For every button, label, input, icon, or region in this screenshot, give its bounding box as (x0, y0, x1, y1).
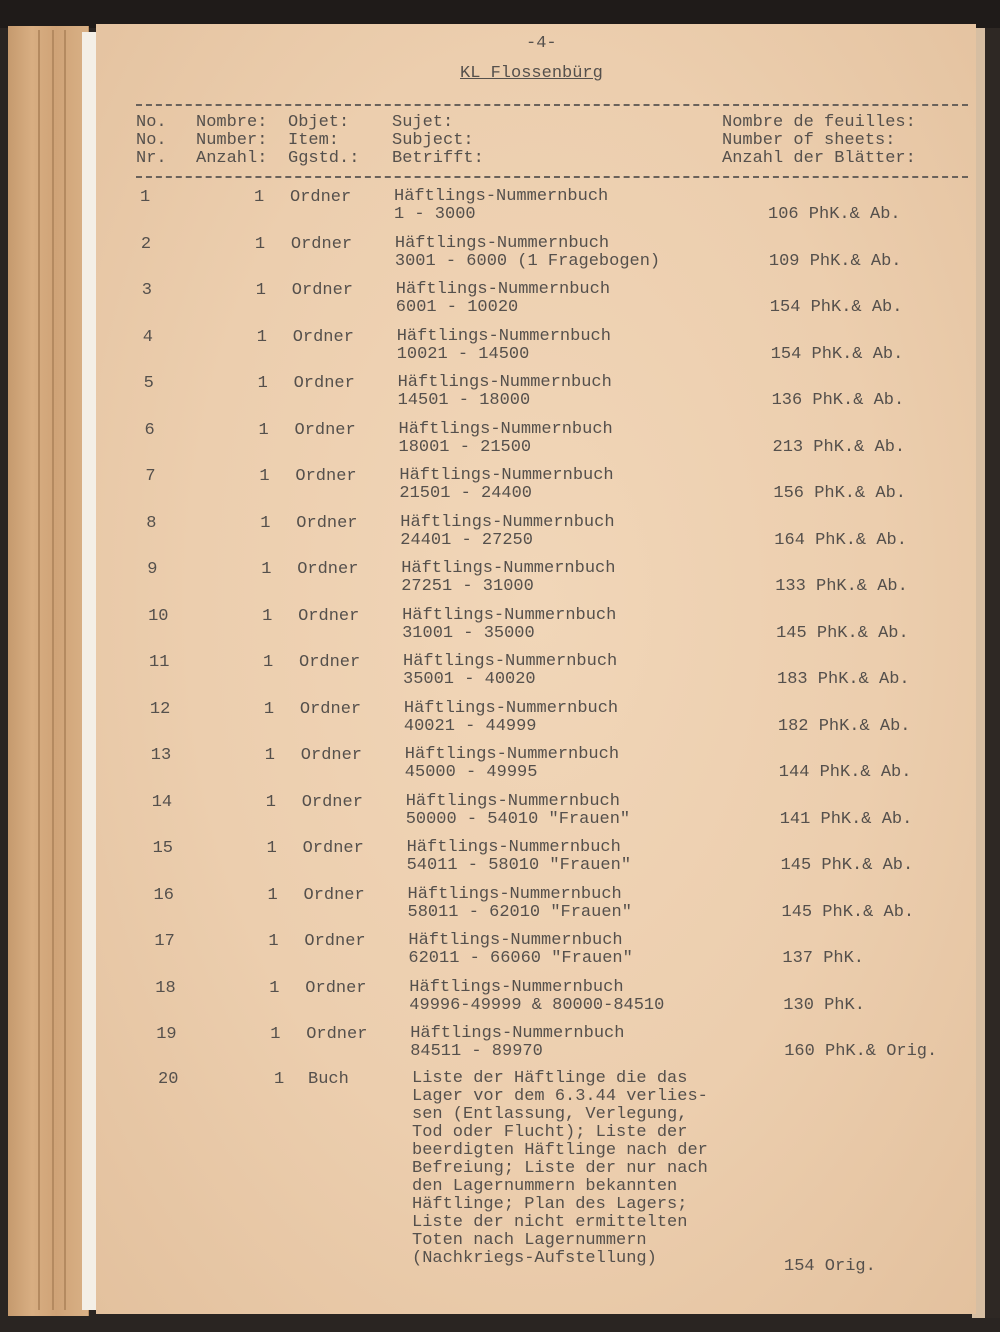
row-item: Buch (308, 1070, 349, 1089)
table-row (96, 560, 976, 606)
row-sheets: 154 PhK.& Ab. (769, 298, 903, 317)
row-sheets: 106 PhK.& Ab. (768, 205, 901, 224)
row-quantity: 1 (255, 281, 266, 300)
row-subject: Häftlings-Nummernbuch 40021 - 44999 (403, 698, 619, 736)
row-quantity: 1 (269, 978, 280, 998)
row-subject: Häftlings-Nummernbuch 14501 - 18000 (397, 373, 612, 410)
row-sheets: 183 PhK.& Ab. (777, 670, 910, 689)
row-quantity: 1 (261, 560, 272, 579)
row-subject: Häftlings-Nummernbuch 84511 - 89970 (410, 1024, 625, 1061)
scan-background-right (985, 28, 1000, 1318)
header-sheets: Nombre de feuilles: Number of sheets: Anzahl der Blätter: (722, 113, 916, 168)
row-number: 4 (142, 327, 153, 347)
table-row (96, 374, 976, 420)
row-subject: Häftlings-Nummernbuch 49996-49999 & 80000-84510 (409, 977, 665, 1015)
row-number: 10 (148, 606, 169, 626)
row-sheets: 160 PhK.& Orig. (784, 1042, 938, 1061)
table-row (96, 1069, 976, 1276)
row-subject: Häftlings-Nummernbuch 45000 - 49995 (404, 745, 620, 782)
row-item: Ordner (297, 560, 359, 579)
row-sheets: 164 PhK.& Ab. (774, 530, 907, 550)
row-quantity: 1 (264, 746, 275, 765)
row-sheets: 130 PhK. (783, 995, 865, 1015)
row-item: Ordner (296, 513, 358, 533)
row-sheets: 154 Orig. (784, 1257, 876, 1276)
page-edge-line (64, 30, 66, 1310)
row-sheets: 213 PhK.& Ab. (772, 437, 906, 457)
header-count: Nombre: Number: Anzahl: (196, 113, 268, 168)
row-item: Ordner (300, 746, 363, 765)
row-sheets: 144 PhK.& Ab. (778, 763, 912, 782)
row-number: 8 (146, 513, 157, 533)
row-quantity: 1 (267, 885, 278, 905)
row-number: 20 (158, 1070, 179, 1089)
row-item: Ordner (298, 606, 360, 626)
header-rule-top (136, 104, 968, 106)
row-quantity: 1 (274, 1070, 285, 1089)
row-quantity: 1 (268, 932, 279, 951)
row-subject: Häftlings-Nummernbuch 24401 - 27250 (400, 512, 615, 550)
row-number: 5 (143, 374, 154, 393)
row-quantity: 1 (256, 327, 267, 347)
row-number: 1 (140, 188, 151, 207)
table-row (96, 700, 976, 746)
page-number: -4- (526, 34, 557, 53)
header-subject: Sujet: Subject: Betrifft: (392, 113, 484, 168)
row-subject: Häftlings-Nummernbuch 54011 - 58010 "Frauen" (406, 838, 632, 875)
row-number: 6 (144, 420, 155, 440)
table-row (96, 188, 976, 234)
row-quantity: 1 (263, 699, 275, 719)
row-number: 9 (147, 560, 158, 579)
table-row (96, 979, 976, 1025)
row-sheets: 141 PhK.& Ab. (779, 809, 913, 829)
row-item: Ordner (302, 839, 364, 858)
row-number: 14 (151, 792, 173, 812)
table-row (96, 932, 976, 978)
page-edge-line (38, 30, 40, 1310)
row-sheets: 145 PhK.& Ab. (776, 623, 909, 643)
row-quantity: 1 (254, 188, 265, 207)
row-sheets: 154 PhK.& Ab. (770, 344, 904, 364)
page-edge-line (52, 30, 54, 1310)
row-item: Ordner (301, 792, 363, 812)
row-item: Ordner (299, 653, 361, 672)
row-subject: Häftlings-Nummernbuch 50000 - 54010 "Frauen" (405, 791, 631, 829)
row-number: 19 (156, 1025, 177, 1044)
row-number: 7 (145, 467, 156, 486)
row-subject: Häftlings-Nummernbuch 27251 - 31000 (401, 559, 616, 596)
row-item: Ordner (303, 885, 365, 905)
row-sheets: 109 PhK.& Ab. (768, 251, 902, 271)
page-title: KL Flossenbürg (460, 64, 603, 83)
row-number: 15 (152, 839, 173, 858)
table-row (96, 746, 976, 792)
row-item: Ordner (305, 978, 367, 998)
row-sheets: 133 PhK.& Ab. (775, 577, 908, 596)
document-page (96, 24, 976, 1314)
row-sheets: 156 PhK.& Ab. (773, 484, 907, 503)
row-subject: Liste der Häftlinge die das Lager vor dem 6.3.44 verlies- sen (Entlassung, Verlegung, Tod oder Flucht); Liste der beerdigten Häftlinge nach der Befreiung; Liste der nur nach den Lagernummern bekannten Häftlinge; Plan des Lagers; Liste der nicht ermittelten Toten nach Lagernummern (Nachkriegs-Aufstellung) (412, 1069, 708, 1268)
row-item: Ordner (299, 699, 362, 719)
row-quantity: 1 (260, 513, 271, 533)
row-item: Ordner (291, 281, 354, 300)
table-row (96, 514, 976, 560)
row-sheets: 145 PhK.& Ab. (781, 902, 915, 922)
row-subject: Häftlings-Nummernbuch 6001 - 10020 (395, 280, 611, 317)
row-number: 17 (154, 932, 175, 951)
row-quantity: 1 (258, 420, 269, 440)
table-row (96, 328, 976, 374)
table-row (96, 235, 976, 281)
row-quantity: 1 (270, 1025, 281, 1044)
row-item: Ordner (295, 467, 357, 486)
row-subject: Häftlings-Nummernbuch 18001 - 21500 (398, 419, 613, 457)
table-row (96, 793, 976, 839)
row-item: Ordner (290, 188, 352, 207)
header-no: No. No. Nr. (136, 113, 167, 168)
row-subject: Häftlings-Nummernbuch 58011 - 62010 "Frauen" (407, 884, 632, 922)
table-row (96, 467, 976, 513)
row-sheets: 136 PhK.& Ab. (771, 391, 905, 410)
table-row (96, 281, 976, 327)
row-subject: Häftlings-Nummernbuch 10021 - 14500 (396, 326, 611, 364)
row-sheets: 182 PhK.& Ab. (777, 716, 911, 736)
row-subject: Häftlings-Nummernbuch 21501 - 24400 (399, 466, 614, 503)
row-number: 3 (141, 281, 152, 300)
row-subject: Häftlings-Nummernbuch 3001 - 6000 (1 Fragebogen) (394, 233, 661, 271)
row-quantity: 1 (263, 653, 274, 672)
row-subject: Häftlings-Nummernbuch 1 - 3000 (394, 187, 609, 224)
row-quantity: 1 (266, 839, 277, 858)
table-row (96, 607, 976, 653)
row-item: Ordner (306, 1025, 368, 1044)
header-item: Objet: Item: Ggstd.: (288, 113, 360, 168)
row-item: Ordner (290, 234, 353, 254)
row-sheets: 137 PhK. (782, 949, 865, 968)
table-row (96, 653, 976, 699)
underlying-pages (8, 26, 89, 1316)
row-item: Ordner (294, 420, 356, 440)
row-number: 16 (153, 885, 174, 905)
table-row (96, 1025, 976, 1071)
row-number: 18 (155, 978, 176, 998)
row-sheets: 145 PhK.& Ab. (780, 856, 914, 875)
row-item: Ordner (293, 374, 355, 393)
row-item: Ordner (292, 327, 354, 347)
row-quantity: 1 (257, 374, 268, 393)
row-quantity: 1 (265, 792, 276, 812)
table-row (96, 839, 976, 885)
row-quantity: 1 (259, 467, 270, 486)
row-subject: Häftlings-Nummernbuch 31001 - 35000 (402, 605, 617, 643)
header-rule-bottom (136, 176, 968, 178)
table-row (96, 886, 976, 932)
row-subject: Häftlings-Nummernbuch 35001 - 40020 (403, 652, 618, 689)
row-quantity: 1 (262, 606, 273, 626)
row-number: 2 (140, 234, 152, 254)
row-subject: Häftlings-Nummernbuch 62011 - 66060 "Frauen" (408, 931, 633, 968)
row-quantity: 1 (254, 234, 266, 254)
row-number: 13 (150, 746, 172, 765)
table-row (96, 421, 976, 467)
row-number: 12 (149, 699, 171, 719)
row-item: Ordner (304, 932, 366, 951)
row-number: 11 (149, 653, 170, 672)
